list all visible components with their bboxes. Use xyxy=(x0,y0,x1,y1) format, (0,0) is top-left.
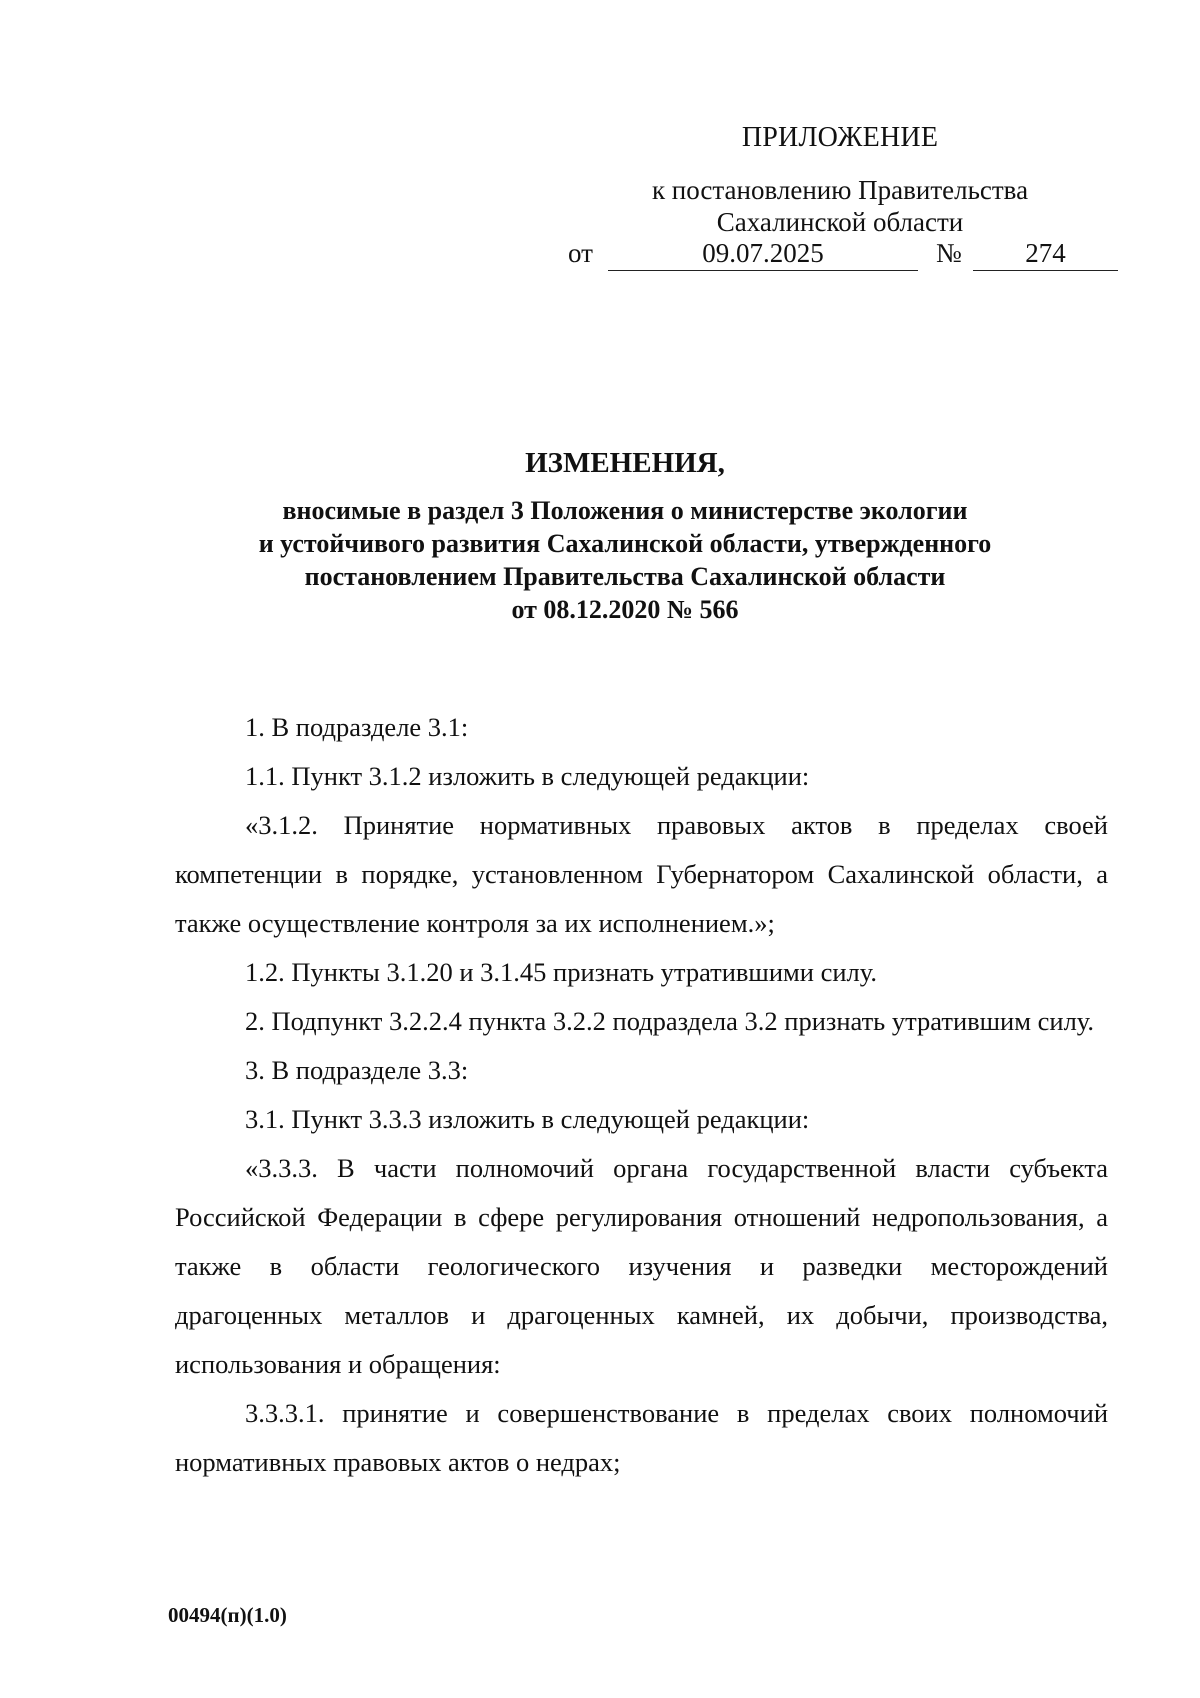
subtitle-line: и устойчивого развития Сахалинской области, утвержденного xyxy=(258,529,992,558)
appendix-line-resolution: к постановлению Правительства xyxy=(651,175,1029,205)
paragraph: 3. В подразделе 3.3: xyxy=(245,1055,469,1085)
subtitle-line: постановлением Правительства Сахалинской области xyxy=(304,562,946,591)
appendix-title: ПРИЛОЖЕНИЕ xyxy=(741,122,939,153)
resolution-number: 274 xyxy=(973,238,1118,271)
paragraph: «3.1.2. Принятие нормативных правовых актов в пределах своей компетенции в порядке, установленном Губернатором Сахалинской области, а также осуществление контроля за их исполнением.»; xyxy=(175,810,1108,938)
from-label: от xyxy=(568,238,593,268)
number-sign-label: № xyxy=(936,238,962,268)
paragraph: 1.2. Пункты 3.1.20 и 3.1.45 признать утратившими силу. xyxy=(245,957,877,987)
document-title: ИЗМЕНЕНИЯ, xyxy=(525,447,725,479)
paragraph: 2. Подпункт 3.2.2.4 пункта 3.2.2 подраздела 3.2 признать утратившим силу. xyxy=(245,1006,1095,1036)
subtitle-line: вносимые в раздел 3 Положения о министерстве экологии xyxy=(282,496,968,525)
document-body xyxy=(175,703,1108,1487)
paragraph: 3.3.3.1. принятие и совершенствование в пределах своих полномочий нормативных правовых актов о недрах; xyxy=(175,1398,1108,1477)
paragraph: 1. В подразделе 3.1: xyxy=(245,712,469,742)
paragraph: 1.1. Пункт 3.1.2 изложить в следующей редакции: xyxy=(245,761,810,791)
appendix-line-region: Сахалинской области xyxy=(716,207,964,237)
subtitle-line: от 08.12.2020 № 566 xyxy=(511,595,739,624)
resolution-date: 09.07.2025 xyxy=(608,238,918,271)
paragraph: «3.3.3. В части полномочий органа государственной власти субъекта Российской Федерации в сфере регулирования отношений недропользования, а также в области геологического изучения и разведки месторождений драгоценных металлов и драгоценных камней, их добычи, производства, использования и обращения: xyxy=(175,1153,1108,1379)
resolution-date-row xyxy=(568,238,1120,274)
document-subtitle xyxy=(150,494,1100,626)
paragraph: 3.1. Пункт 3.3.3 изложить в следующей редакции: xyxy=(245,1104,810,1134)
form-code: 00494(п)(1.0) xyxy=(168,1603,287,1627)
